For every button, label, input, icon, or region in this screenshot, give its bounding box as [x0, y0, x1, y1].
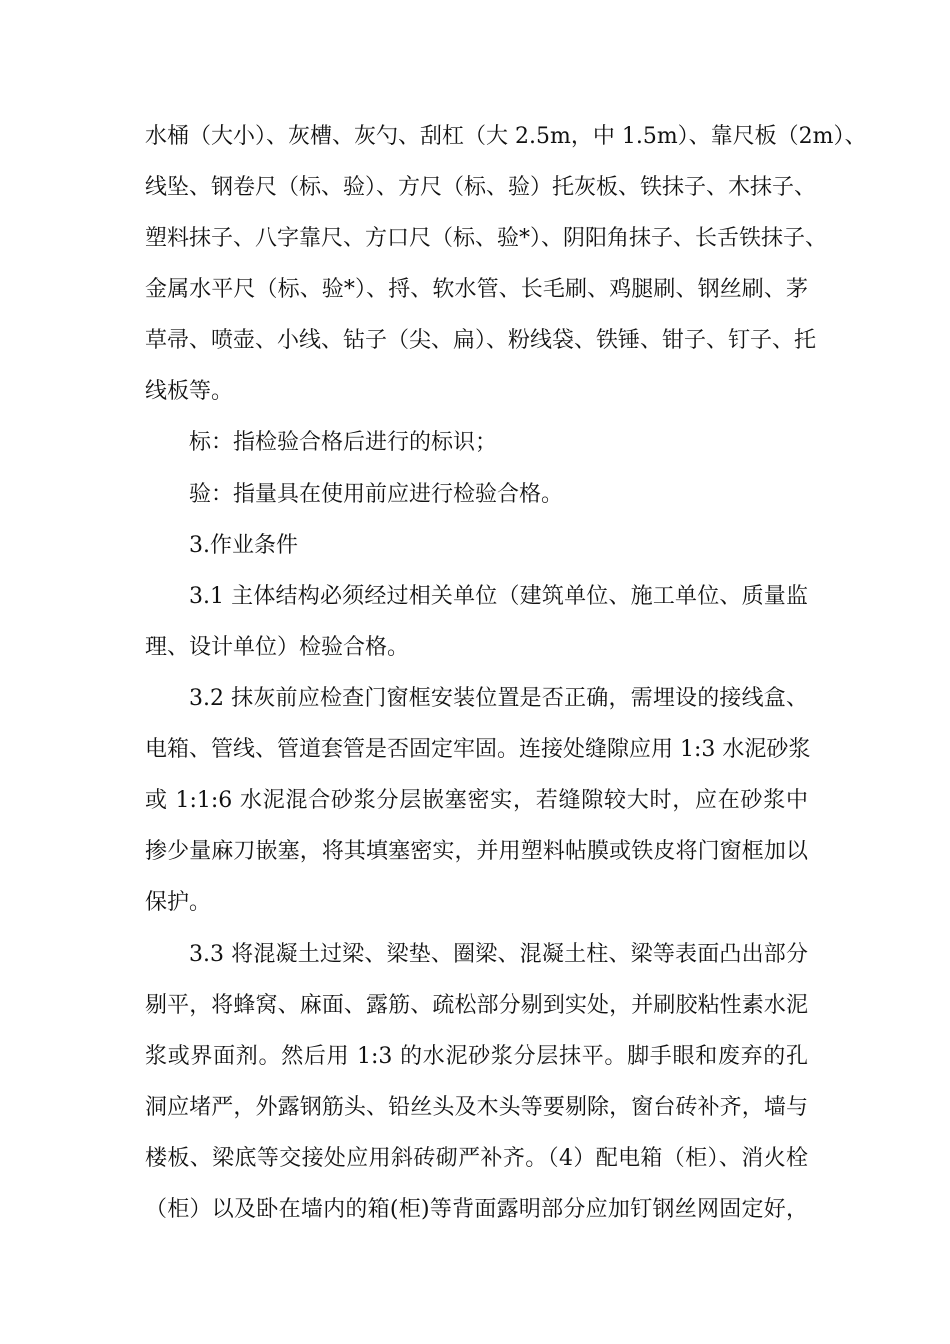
text-line: 保护。 — [145, 890, 212, 915]
paragraph-first-line: 3.1 主体结构必须经过相关单位（建筑单位、施工单位、质量监 — [189, 584, 808, 609]
text-line: 浆或界面剂。然后用 1:3 的水泥砂浆分层抹平。脚手眼和废弃的孔 — [145, 1044, 808, 1069]
section-heading: 3.作业条件 — [189, 533, 298, 558]
text-line: 线坠、钢卷尺（标、验）、方尺（标、验）托灰板、铁抹子、木抹子、 — [145, 175, 817, 200]
text-line: （柜）以及卧在墙内的箱(柜)等背面露明部分应加钉钢丝网固定好， — [145, 1197, 808, 1222]
text-line: 水桶（大小）、灰槽、灰勺、刮杠（大 2.5m，中 1.5m）、靠尺板（2m）、 — [145, 124, 867, 149]
paragraph-first-line: 验：指量具在使用前应进行检验合格。 — [189, 482, 564, 507]
text-line: 洞应堵严，外露钢筋头、铅丝头及木头等要剔除，窗台砖补齐，墙与 — [145, 1095, 808, 1120]
text-line: 塑料抹子、八字靠尺、方口尺（标、验*）、阴阳角抹子、长舌铁抹子、 — [145, 226, 828, 251]
text-line: 楼板、梁底等交接处应用斜砖砌严补齐。（4）配电箱（柜）、消火栓 — [145, 1146, 808, 1171]
text-line: 草帚、喷壶、小线、钻子（尖、扁）、粉线袋、铁锤、钳子、钉子、托 — [145, 328, 817, 353]
text-line: 线板等。 — [145, 379, 234, 404]
text-line: 或 1:1:6 水泥混合砂浆分层嵌塞密实，若缝隙较大时，应在砂浆中 — [145, 788, 808, 813]
paragraph-first-line: 标：指检验合格后进行的标识； — [189, 430, 498, 455]
text-line: 掺少量麻刀嵌塞，将其填塞密实，并用塑料帖膜或铁皮将门窗框加以 — [145, 839, 808, 864]
text-line: 理、设计单位）检验合格。 — [145, 635, 410, 660]
paragraph-first-line: 3.3 将混凝土过梁、梁垫、圈梁、混凝土柱、梁等表面凸出部分 — [189, 942, 808, 967]
text-line: 剔平，将蜂窝、麻面、露筋、疏松部分剔到实处，并刷胶粘性素水泥 — [145, 993, 808, 1018]
text-line: 金属水平尺（标、验*）、捋、软水管、长毛刷、鸡腿刷、钢丝刷、茅 — [145, 277, 808, 302]
text-line: 电箱、管线、管道套管是否固定牢固。连接处缝隙应用 1:3 水泥砂浆 — [145, 737, 811, 762]
paragraph-first-line: 3.2 抹灰前应检查门窗框安装位置是否正确，需埋设的接线盒、 — [189, 686, 808, 711]
